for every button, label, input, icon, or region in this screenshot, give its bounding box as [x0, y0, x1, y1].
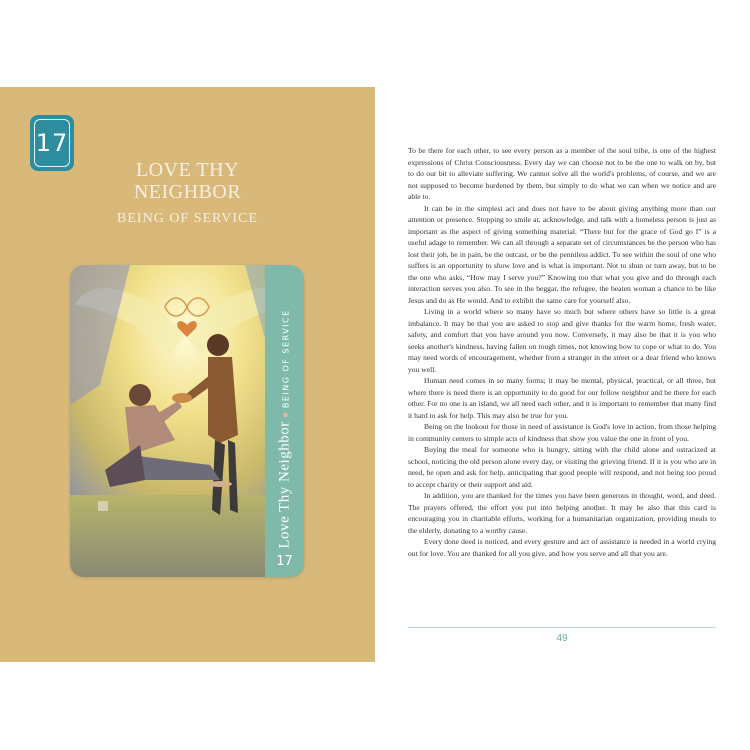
card-title-line1: LOVE THY [135, 159, 240, 181]
card-strip-subtitle: BEING OF SERVICE [281, 309, 290, 409]
body-paragraph: Being on the lookout for those in need of assistance is God's love in action, from those helping in community centers to simple acts of kindness that show you value the one in front of you. [408, 422, 716, 443]
body-paragraph: Human need comes in so many forms; it may be mental, physical, practical, or all three, but where there is need there is an opportunity to do good for our fellow neighbor and be there for each other. For no one is an island, we all need each other, and it is important to remember that many find it hard to ask for help. This may also be true for you. [408, 376, 716, 420]
body-paragraph: In addition, you are thanked for the times you have been generous in thought, word, and deed. The prayers offered, the effort you put into helping another. It may be also that this card is encouraging you in charitable efforts, working for a humanitarian organization, providing meals to the elderly, donating to a worthy cause. [408, 491, 716, 535]
card-strip-number: 17 [276, 554, 293, 569]
card-description [408, 145, 716, 559]
footer-rule [408, 627, 716, 628]
body-paragraph: It can be in the simplest act and does not have to be about giving anything more than our attention or presence. Stopping to smile at, acknowledge, and talk with a homeless person is just as important as the aspect of giving something material. “There but for the grace of God go I” is a useful adage to remember. We can all through a separate set of circumstances be the person who has lost their job, be in pain, be the outcast, or be the penniless addict. To see within the soul of one who suffers is an opportunity to show love and is what is important. Not to shun or turn away, but to be the one who asks, “How may I serve you?” Knowing too that what you give and do through each interaction serves you also. To see in the beggar, the refugee, the beaten woman a chance to be like Jesus and do as He would. And to exhibit the same care for yourself also. [408, 203, 716, 305]
oracle-card-image [70, 265, 304, 577]
card-subtitle: BEING OF SERVICE [117, 211, 258, 226]
card-strip-title [276, 309, 293, 548]
book-spread [0, 87, 750, 662]
body-paragraph: To be there for each other, to see every person as a member of the soul tribe, is one of the highest expressions of Christ Consciousness. Every day we can choose not to be the one to walk on by, but to do our bit to alleviate suffering. We cannot solve all the world's problems, of course, and we are not supposed to become burdened by them, but simply to do what we can when we notice and are able to. [408, 146, 716, 201]
body-paragraph: Buying the meal for someone who is hungry, sitting with the child alone and ostracized at school, noticing the old person alone every day, or visiting the grieving friend. If it is you who are in need, be open and ask for help, anticipating that good people will respond, and not being too proud to accept charity or their support and aid. [408, 445, 716, 489]
page-number: 49 [556, 633, 568, 644]
card-number: 17 [35, 129, 69, 157]
card-page [0, 87, 375, 662]
strip-divider-dot: ● [279, 411, 291, 419]
body-paragraph: Living in a world where so many have so much but where others have so little is a great imbalance. It may be that you are asked to stop and give thanks for the warm home, fresh water, safety, and comfort that you have around you now. Conversely, it may also be that it is you who seeks another's kindness, having fallen on tough times, not knowing how to cope or what to do. You may need words of encouragement, whether from a stranger in the street or a dear friend who knows you well. [408, 307, 716, 374]
card-title [0, 159, 375, 203]
card-side-strip [265, 265, 304, 577]
card-strip-title-text: Love Thy Neighbor [276, 421, 292, 549]
body-paragraph: Every done deed is noticed, and every gesture and act of assistance is needed in a world crying out for love. You are thanked for all you give, and how you serve and all that you are. [408, 537, 716, 558]
card-title-line2: NEIGHBOR [133, 181, 242, 203]
text-page [375, 87, 750, 662]
